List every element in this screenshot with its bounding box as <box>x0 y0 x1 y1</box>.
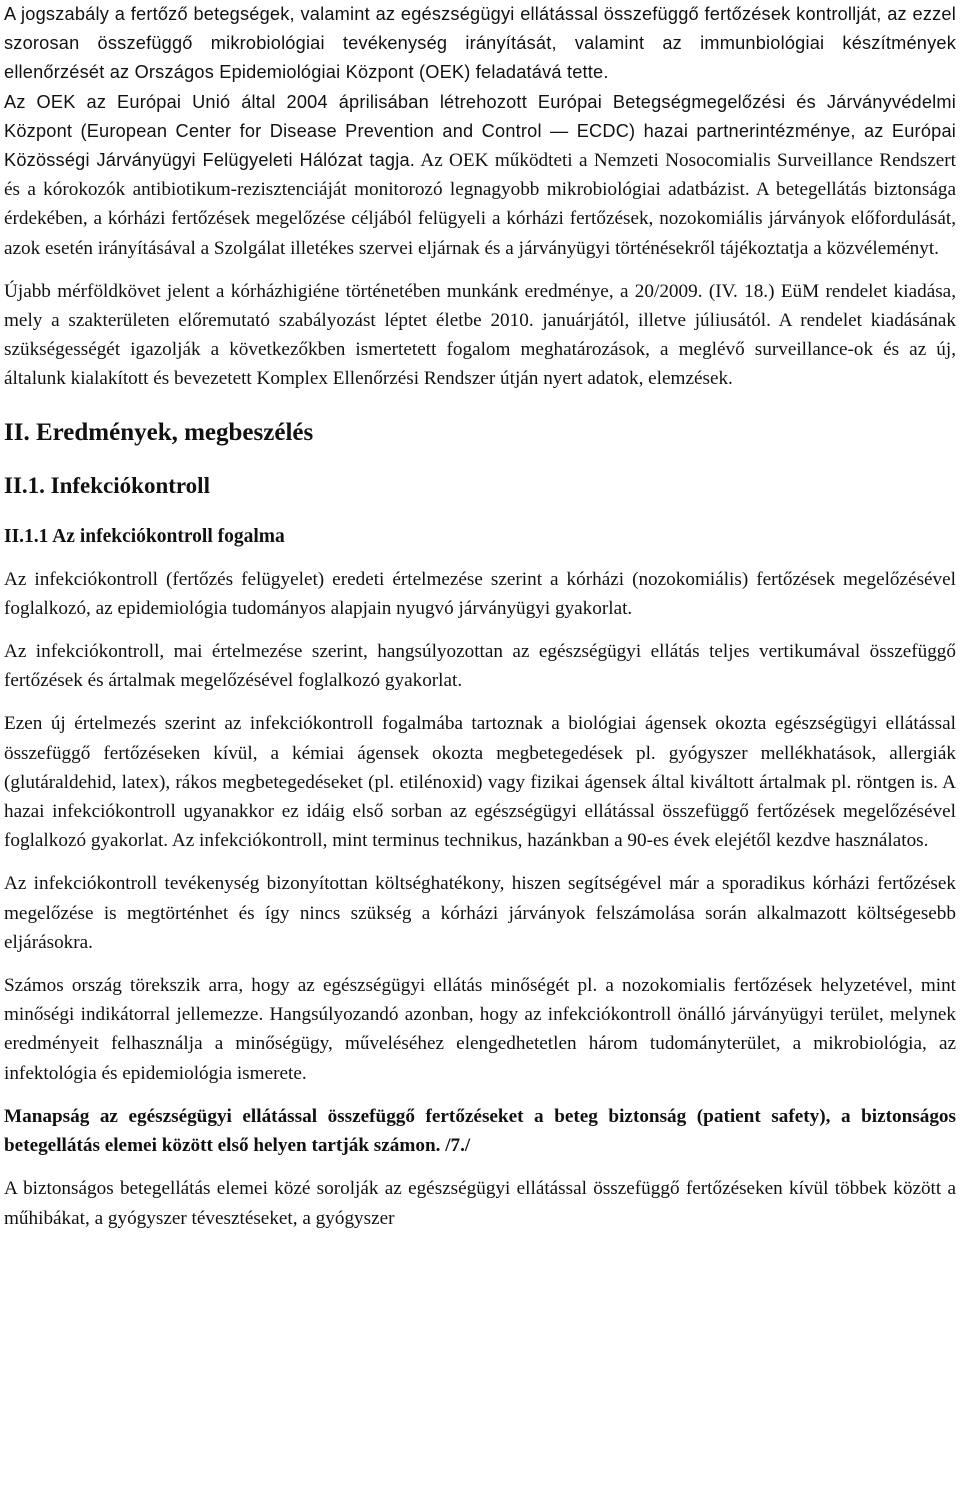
cost-effectiveness-paragraph: Az infekciókontroll tevékenység bizonyítottan költséghatékony, hiszen segítségével már a sporadikus kórházi fertőzések megelőzése is megtörténhet és így nincs szükség a kórházi járványok felszámolása során alkalmazott költségesebb eljárásokra. <box>4 873 956 953</box>
safe-care-paragraph: A biztonságos betegellátás elemei közé sorolják az egészségügyi ellátással összefüggő fertőzéseken kívül többek között a műhibákat, a gyógyszer tévesztéseket, a gyógyszer <box>4 1178 956 1229</box>
quality-indicator-paragraph: Számos ország törekszik arra, hogy az egészségügyi ellátás minőségét pl. a nozokomialis fertőzések helyzetével, mint minőségi indikátorral jellemezze. Hangsúlyozandó azonban, hogy az infekciókontroll önálló járványügyi terület, melynek eredményeit felhasználja a minőségügy, műveléséhez elengedhetetlen három tudományterület, a mikrobiológia, az infektológia és epidemiológia ismerete. <box>4 975 956 1084</box>
modern-definition-paragraph: Az infekciókontroll, mai értelmezése szerint, hangsúlyozottan az egészségügyi ellátás teljes vertikumával összefüggő fertőzések és ártalmak megelőzésével foglalkozó gyakorlat. <box>4 641 956 692</box>
subsection-heading: II.1. Infekciókontroll <box>4 472 210 498</box>
oek-paragraph-part-3: A betegellátás biztonsága érdekében, a kórházi fertőzések megelőzése céljából felügyeli a kórházi fertőzések, nozokomiális járványok előfordulását, azok esetén irányításával a Szolgálat illetékes szervei eljárnak és a járványügyi történésekről tájékoztatja a közvéleményt. <box>4 179 956 259</box>
intro-paragraph: A jogszabály a fertőző betegségek, valamint az egészségügyi ellátással összefüggő fertőzések kontrollját, az ezzel szorosan összefüggő mikrobiológiai tevékenység irányítását, valamint az immunbiológiai készítmények ellenőrzését az Országos Epidemiológiai Központ (OEK) feladatává tette. <box>4 4 956 83</box>
patient-safety-paragraph: Manapság az egészségügyi ellátással összefüggő fertőzéseket a beteg biztonság (patient safety), a biztonságos betegellátás elemei között első helyen tartják számon. /7./ <box>4 1105 956 1157</box>
definition-paragraph: Az infekciókontroll (fertőzés felügyelet) eredeti értelmezése szerint a kórházi (nozokomiális) fertőzések megelőzésével foglalkozó, az epidemiológia tudományos alapjain nyugvó járványügyi gyakorlat. <box>4 568 956 619</box>
section-heading: II. Eredmények, megbeszélés <box>4 418 314 446</box>
document-page <box>4 0 956 1233</box>
regulation-paragraph: Újabb mérföldkövet jelent a kórházhigiéne történetében munkánk eredménye, a 20/2009. (IV. 18.) EüM rendelet kiadása, mely a szakterületen előremutató szabályozást léptet életbe 2010. januárjától, illetve júliusától. A rendelet kiadásának szükségességét igazolják a következőkben ismertetett fogalom meghatározások, a meglévő surveillance-ok és az új, általunk kialakított és bevezetett Komplex Ellenőrzési Rendszer útján nyert adatok, elemzések. <box>4 280 956 390</box>
subsubsection-heading: II.1.1 Az infekciókontroll fogalma <box>4 525 285 547</box>
oek-paragraph-part-2: Az OEK működteti a Nemzeti Nosocomialis Surveillance Rendszert és a kórokozók antibiotikum-rezisztenciáját monitorozó legnagyobb mikrobiológiai adatbázist. <box>4 150 956 201</box>
oek-paragraph-part-1: Az OEK az Európai Unió által 2004 áprilisában létrehozott Európai Betegségmegelőzési és Járványvédelmi Központ (European Center for Disease Prevention and Control — ECDC) hazai partnerintézménye, az Európai Közösségi Járványügyi Felügyeleti Hálózat tagja. <box>4 91 956 171</box>
oek-paragraph <box>4 88 956 263</box>
scope-paragraph: Ezen új értelmezés szerint az infekciókontroll fogalmába tartoznak a biológiai ágensek okozta egészségügyi ellátással összefüggő fertőzéseken kívül, a kémiai ágensek okozta megbetegedések pl. gyógyszer mellékhatások, allergiák (glutáraldehid, latex), rákos megbetegedéseket (pl. etilénoxid) vagy fizikai ágensek által kiváltott ártalmak pl. röntgen is. A hazai infekciókontroll ugyanakkor ez idáig első sorban az egészségügyi ellátással összefüggő fertőzések megelőzésével foglalkozó gyakorlat. Az infekciókontroll, mint terminus technikus, hazánkban a 90-es évek elejétől kezdve használatos. <box>4 713 956 852</box>
